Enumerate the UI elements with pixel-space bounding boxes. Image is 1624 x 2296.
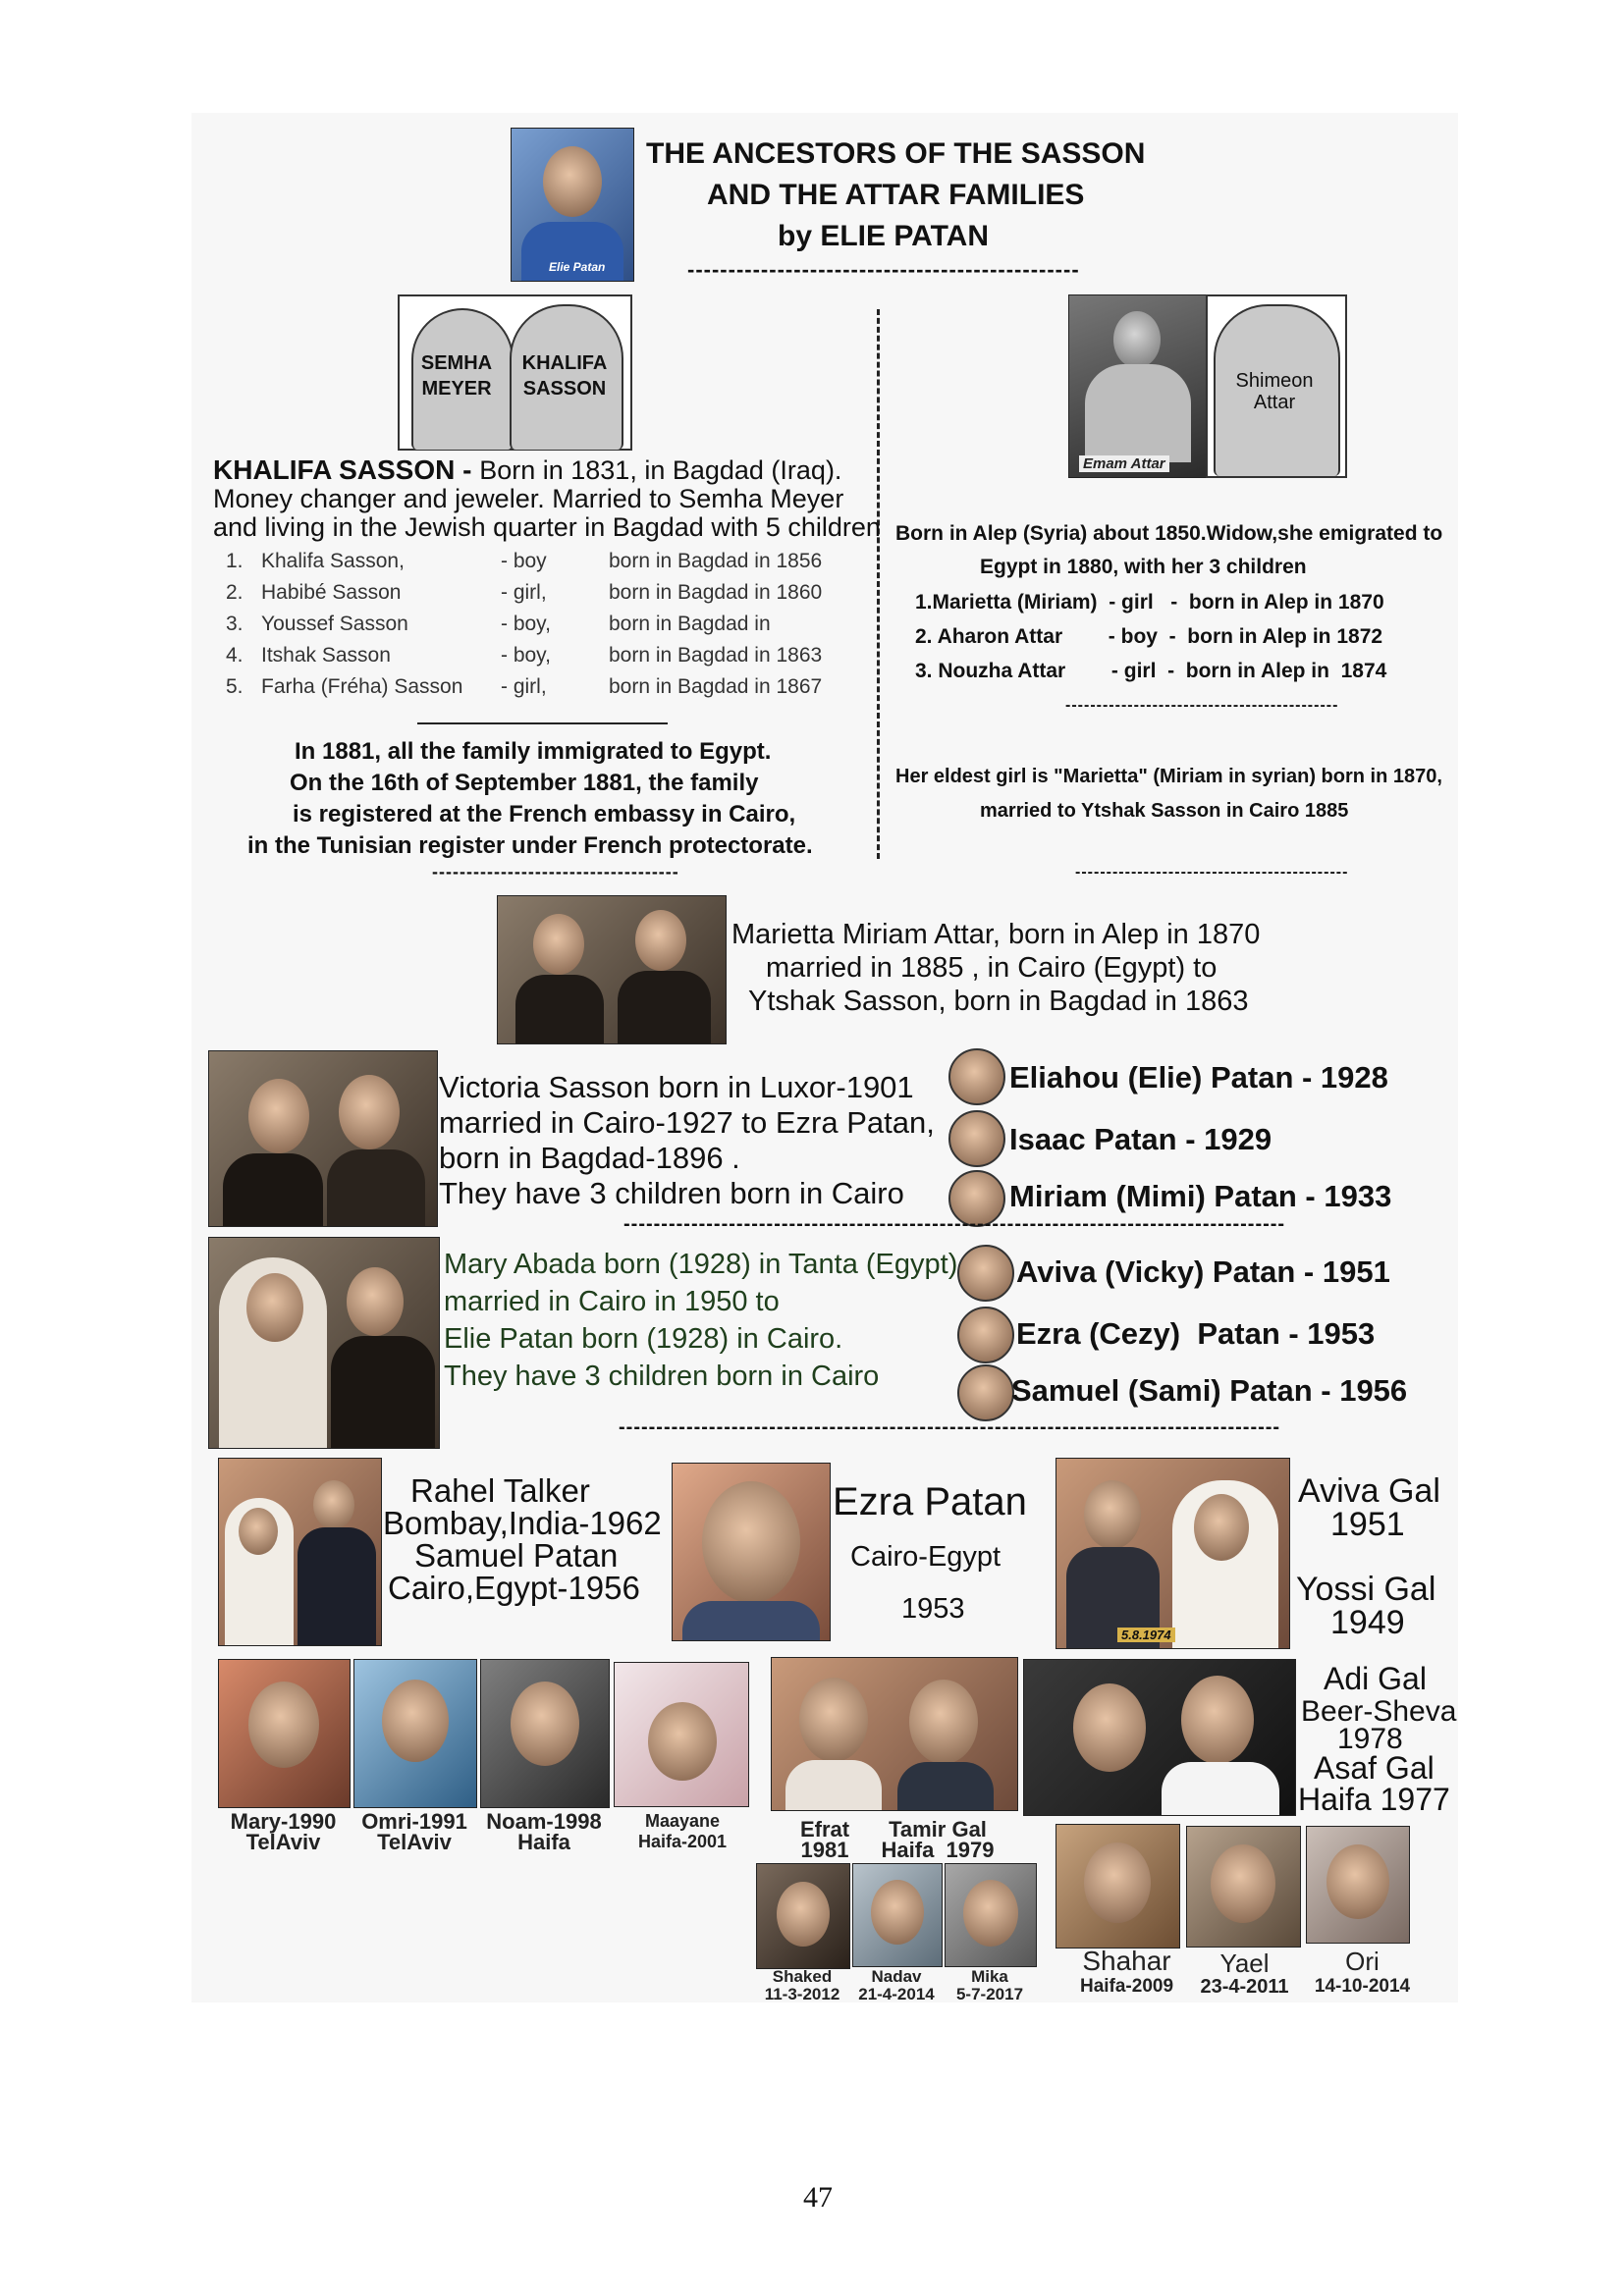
victoria-divider: ---------------------------------------------------------------------------------------- bbox=[623, 1213, 1286, 1235]
mika-photo bbox=[945, 1863, 1037, 1967]
title-line1: THE ANCESTORS OF THE SASSON bbox=[646, 137, 1146, 170]
adi-line1: Adi Gal bbox=[1324, 1661, 1427, 1696]
wedding-date: 5.8.1974 bbox=[1117, 1628, 1175, 1642]
child-born: born in Bagdad in 1867 bbox=[609, 675, 823, 698]
noam-photo bbox=[480, 1659, 610, 1808]
emigration-line3: is registered at the French embassy in Cairo, bbox=[293, 801, 796, 828]
table-row bbox=[226, 640, 832, 671]
mary-line4: They have 3 children born in Cairo bbox=[444, 1361, 880, 1392]
omri-photo bbox=[353, 1659, 477, 1808]
ezra-year: 1953 bbox=[901, 1593, 965, 1625]
emigration-line4: in the Tunisian register under French protectorate. bbox=[247, 832, 813, 859]
table-row bbox=[226, 609, 832, 640]
rahel-line2: Bombay,India-1962 bbox=[383, 1505, 662, 1541]
center-divider bbox=[877, 309, 880, 859]
adi-line4: Asaf Gal bbox=[1314, 1750, 1435, 1786]
yael-photo bbox=[1186, 1826, 1301, 1948]
yossi-year: 1949 bbox=[1330, 1604, 1405, 1641]
ezra-patan-photo bbox=[672, 1463, 831, 1641]
mary-child-1: Aviva (Vicky) Patan - 1951 bbox=[1016, 1255, 1390, 1289]
attar-eldest-line2: married to Ytshak Sasson in Cairo 1885 bbox=[980, 800, 1349, 822]
table-row bbox=[226, 671, 832, 703]
khalifa-bio-name: KHALIFA SASSON - bbox=[213, 454, 480, 485]
ezra-place: Cairo-Egypt bbox=[850, 1541, 1001, 1573]
shimeon-label: Shimeon Attar bbox=[1235, 370, 1314, 413]
emigration-line2: On the 16th of September 1881, the family bbox=[290, 770, 759, 796]
mary-photo bbox=[218, 1659, 351, 1808]
adi-line3: 1978 bbox=[1337, 1723, 1403, 1755]
author-photo bbox=[511, 128, 634, 282]
title-line2: AND THE ATTAR FAMILIES bbox=[707, 179, 1085, 211]
attar-child-3: 3. Nouzha Attar - girl - born in Alep in 1874 bbox=[915, 660, 1387, 682]
mary-divider: ---------------------------------------------------------------------------------------- bbox=[619, 1416, 1281, 1438]
silhouette-label-semha: SEMHA MEYER bbox=[420, 352, 493, 400]
kid-name: Yael bbox=[1219, 1949, 1270, 1978]
table-row bbox=[226, 546, 832, 577]
child-sex: - girl, bbox=[501, 675, 547, 698]
kid-name: Omri-1991 bbox=[361, 1809, 467, 1834]
attar-bio-line1: Born in Alep (Syria) about 1850.Widow,she emigrated to bbox=[895, 522, 1443, 545]
isaac-child-photo bbox=[948, 1110, 1005, 1167]
ori-photo bbox=[1306, 1826, 1410, 1944]
shimeon-box bbox=[1206, 294, 1347, 478]
kid-date: 11-3-2012 bbox=[764, 1985, 840, 2003]
victoria-line3: born in Bagdad-1896 . bbox=[439, 1141, 740, 1175]
author-photo-caption: Elie Patan bbox=[549, 260, 606, 274]
marietta-line3: Ytshak Sasson, born in Bagdad in 1863 bbox=[748, 986, 1249, 1017]
attar-bio-line2: Egypt in 1880, with her 3 children bbox=[980, 556, 1307, 578]
attar-eldest-line1: Her eldest girl is "Marietta" (Miriam in syrian) born in 1870, bbox=[895, 766, 1442, 787]
adi-asaf-photo bbox=[1023, 1659, 1296, 1816]
child-num: 4. bbox=[226, 644, 244, 667]
attar-child-1: 1.Marietta (Miriam) - girl - born in Alep in 1870 bbox=[915, 591, 1384, 614]
table-row bbox=[226, 577, 832, 609]
kid-name: Shahar bbox=[1082, 1946, 1171, 1976]
child-num: 3. bbox=[226, 613, 244, 635]
kid-date: 23-4-2011 bbox=[1200, 1976, 1289, 1998]
kid-name: Mika bbox=[971, 1967, 1008, 1986]
marietta-line2: married in 1885 , in Cairo (Egypt) to bbox=[766, 952, 1218, 984]
ezra-child-photo bbox=[957, 1307, 1014, 1363]
emigration-line1: In 1881, all the family immigrated to Egypt. bbox=[295, 738, 772, 765]
child-name: Habibé Sasson bbox=[261, 581, 402, 604]
aviva-year: 1951 bbox=[1330, 1506, 1405, 1543]
victoria-line1: Victoria Sasson born in Luxor-1901 bbox=[439, 1070, 914, 1104]
kid-place: Haifa-2001 bbox=[637, 1832, 728, 1851]
rahel-line4: Cairo,Egypt-1956 bbox=[388, 1570, 640, 1606]
yossi-name: Yossi Gal bbox=[1296, 1571, 1436, 1608]
victoria-child-2: Isaac Patan - 1929 bbox=[1009, 1122, 1272, 1156]
emam-attar-photo bbox=[1068, 294, 1208, 478]
aviva-yossi-wedding-photo bbox=[1056, 1458, 1290, 1649]
mary-line2: married in Cairo in 1950 to bbox=[444, 1286, 780, 1317]
left-rule bbox=[417, 722, 668, 724]
child-num: 1. bbox=[226, 550, 244, 572]
left-bottom-divider: ------------------------------------ bbox=[432, 862, 679, 881]
khalifa-bio-line3: and living in the Jewish quarter in Bagdad with 5 children bbox=[213, 512, 881, 542]
child-sex: - boy, bbox=[501, 613, 551, 635]
kid-place: TelAviv bbox=[245, 1830, 321, 1854]
kid-name: Mary-1990 bbox=[230, 1809, 337, 1834]
title-divider: ------------------------------------------------ bbox=[687, 257, 1080, 282]
kid-name: Ori bbox=[1345, 1947, 1380, 1976]
kid-name: Noam-1998 bbox=[486, 1809, 602, 1834]
child-name: Itshak Sasson bbox=[261, 644, 391, 667]
child-name: Khalifa Sasson, bbox=[261, 550, 405, 572]
efrat-tamir-photo bbox=[771, 1657, 1018, 1811]
kid-date: 5-7-2017 bbox=[955, 1985, 1024, 2003]
tamir-name: Tamir Gal bbox=[889, 1817, 987, 1842]
victoria-line2: married in Cairo-1927 to Ezra Patan, bbox=[439, 1105, 935, 1140]
kid-date: 21-4-2014 bbox=[858, 1985, 935, 2003]
sasson-children-table bbox=[226, 546, 832, 703]
attar-divider: -------------------------------------------- bbox=[1065, 697, 1339, 714]
nadav-photo bbox=[852, 1863, 943, 1967]
victoria-ezra-photo bbox=[208, 1050, 438, 1227]
shaked-photo bbox=[756, 1863, 850, 1969]
child-born: born in Bagdad in bbox=[609, 613, 771, 635]
page-number: 47 bbox=[803, 2181, 833, 2214]
rahel-line1: Rahel Talker bbox=[410, 1472, 590, 1509]
shahar-photo bbox=[1056, 1824, 1180, 1949]
kid-date: Haifa-2009 bbox=[1079, 1976, 1174, 1997]
victoria-child-3: Miriam (Mimi) Patan - 1933 bbox=[1009, 1179, 1392, 1213]
child-num: 5. bbox=[226, 675, 244, 698]
mary-child-2: Ezra (Cezy) Patan - 1953 bbox=[1016, 1316, 1376, 1351]
tamir-place: Haifa 1979 bbox=[881, 1838, 995, 1862]
child-sex: - girl, bbox=[501, 581, 547, 604]
attar-child-2: 2. Aharon Attar - boy - born in Alep in 1872 bbox=[915, 625, 1383, 648]
kid-name: Maayane bbox=[644, 1811, 721, 1831]
child-sex: - boy bbox=[501, 550, 547, 572]
ezra-name: Ezra Patan bbox=[833, 1480, 1027, 1523]
mary-line1: Mary Abada born (1928) in Tanta (Egypt) bbox=[444, 1249, 958, 1280]
rahel-line3: Samuel Patan bbox=[414, 1537, 619, 1574]
child-name: Farha (Fréha) Sasson bbox=[261, 675, 463, 698]
aviva-name: Aviva Gal bbox=[1298, 1472, 1440, 1510]
mary-child-3: Samuel (Sami) Patan - 1956 bbox=[1011, 1373, 1408, 1408]
marietta-ytshak-photo bbox=[497, 895, 727, 1044]
victoria-child-1: Eliahou (Elie) Patan - 1928 bbox=[1009, 1060, 1388, 1095]
child-born: born in Bagdad in 1856 bbox=[609, 550, 823, 572]
adi-line2: Beer-Sheva bbox=[1301, 1695, 1457, 1728]
maayane-photo bbox=[614, 1662, 749, 1807]
mary-line3: Elie Patan born (1928) in Cairo. bbox=[444, 1323, 843, 1355]
khalifa-bio-line1: Born in 1831, in Bagdad (Iraq). bbox=[479, 455, 842, 485]
child-name: Youssef Sasson bbox=[261, 613, 408, 635]
kid-place: Haifa bbox=[517, 1830, 570, 1854]
child-num: 2. bbox=[226, 581, 244, 604]
efrat-name: Efrat bbox=[799, 1817, 850, 1842]
child-sex: - boy, bbox=[501, 644, 551, 667]
khalifa-bio-line2: Money changer and jeweler. Married to Semha Meyer bbox=[213, 484, 844, 513]
kid-name: Nadav bbox=[871, 1967, 922, 1986]
kid-place: TelAviv bbox=[377, 1830, 452, 1854]
kid-name: Shaked bbox=[772, 1967, 833, 1986]
right-bottom-divider: -------------------------------------------- bbox=[1075, 864, 1349, 881]
sasson-silhouettes bbox=[398, 294, 632, 451]
adi-line5: Haifa 1977 bbox=[1298, 1782, 1450, 1817]
rahel-samuel-photo bbox=[218, 1458, 382, 1646]
efrat-year: 1981 bbox=[800, 1838, 849, 1862]
victoria-line4: They have 3 children born in Cairo bbox=[439, 1176, 904, 1210]
child-born: born in Bagdad in 1863 bbox=[609, 644, 823, 667]
mary-elie-wedding-photo bbox=[208, 1237, 440, 1449]
silhouette-label-khalifa: KHALIFA SASSON bbox=[521, 352, 608, 400]
kid-date: 14-10-2014 bbox=[1314, 1976, 1411, 1997]
title-line3: by ELIE PATAN bbox=[778, 220, 990, 252]
elie-child-photo bbox=[948, 1048, 1005, 1105]
aviva-child-photo bbox=[957, 1245, 1014, 1302]
child-born: born in Bagdad in 1860 bbox=[609, 581, 823, 604]
samuel-child-photo bbox=[957, 1364, 1014, 1421]
marietta-line1: Marietta Miriam Attar, born in Alep in 1870 bbox=[731, 919, 1261, 950]
emam-attar-caption: Emam Attar bbox=[1079, 455, 1169, 472]
